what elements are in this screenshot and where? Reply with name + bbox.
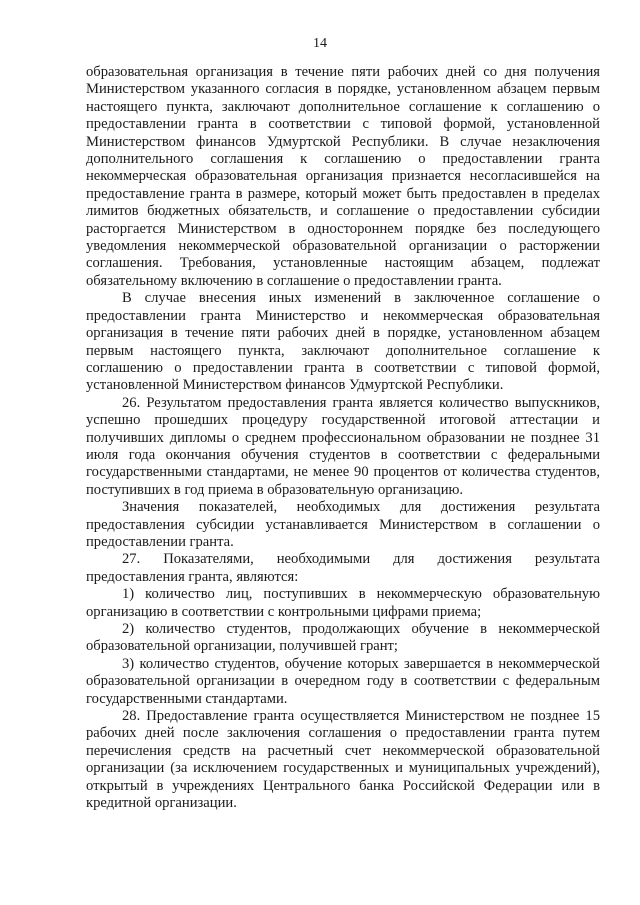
- paragraph-item-27-indicators: 27. Показателями, необходимыми для достижения результата предоставления гранта, являются:: [86, 551, 600, 585]
- paragraph-other-changes: В случае внесения иных изменений в заключенное соглашение о предоставлении гранта Министерство и некоммерческая образовательная организация в течение пяти рабочих дней в порядке, установленном абзацем первым настоящего пункта, заключают дополнительное соглашение к соглашению о предоставлении гранта в соответствии с типовой формой, установленной Министерством финансов Удмуртской Республики.: [86, 290, 600, 394]
- paragraph-item-28-payment: 28. Предоставление гранта осуществляется Министерством не позднее 15 рабочих дней после заключения соглашения о предоставлении гранта путем перечисления средств на расчетный счет некоммерческой образовательной организации (за исключением государственных и муниципальных учреждений), открытый в учреждениях Центрального банка Российской Федерации или в кредитной организации.: [86, 708, 600, 812]
- paragraph-indicator-values: Значения показателей, необходимых для достижения результата предоставления субсидии устанавливается Министерством в соглашении о предоставлении гранта.: [86, 499, 600, 550]
- list-item-indicator-3: 3) количество студентов, обучение которых завершается в некоммерческой образовательной организации в очередном году в соответствии с федеральным государственными стандартами.: [86, 655, 600, 707]
- paragraph-item-26-result: 26. Результатом предоставления гранта является количество выпускников, успешно прошедших процедуру государственной итоговой аттестации и получивших дипломы о среднем профессиональном образовании не позднее 31 июля года окончания обучения студентов в соответствии с федеральными государственными стандартами, не менее 90 процентов от количества студентов, поступивших в год приема в образовательную организацию.: [86, 394, 600, 498]
- list-item-indicator-1: 1) количество лиц, поступивших в некоммерческую образовательную организацию в соответствии с контрольными цифрами приема;: [86, 586, 600, 620]
- list-item-indicator-2: 2) количество студентов, продолжающих обучение в некоммерческой образовательной организации, получившей грант;: [86, 621, 600, 655]
- page-number: 14: [313, 36, 327, 51]
- paragraph-continuation: образовательная организация в течение пяти рабочих дней со дня получения Министерством указанного согласия в порядке, установленном абзацем первым настоящего пункта, заключают дополнительное соглашение к соглашению о предоставлении гранта в соответствии с типовой формой, установленной Министерством финансов Удмуртской Республики. В случае незаключения дополнительного соглашения к соглашению о предоставлении гранта некоммерческая образовательная организация признается несогласившейся на предоставление гранта в размере, который может быть предоставлен в пределах лимитов бюджетных обязательств, и соглашение о предоставлении субсидии расторгается Министерством в одностороннем порядке без последующего уведомления некоммерческой образовательной организации о расторжении соглашения. Требования, установленные настоящим абзацем, подлежат обязательному включению в соглашение о предоставлении гранта.: [86, 64, 600, 289]
- document-body: [86, 64, 600, 812]
